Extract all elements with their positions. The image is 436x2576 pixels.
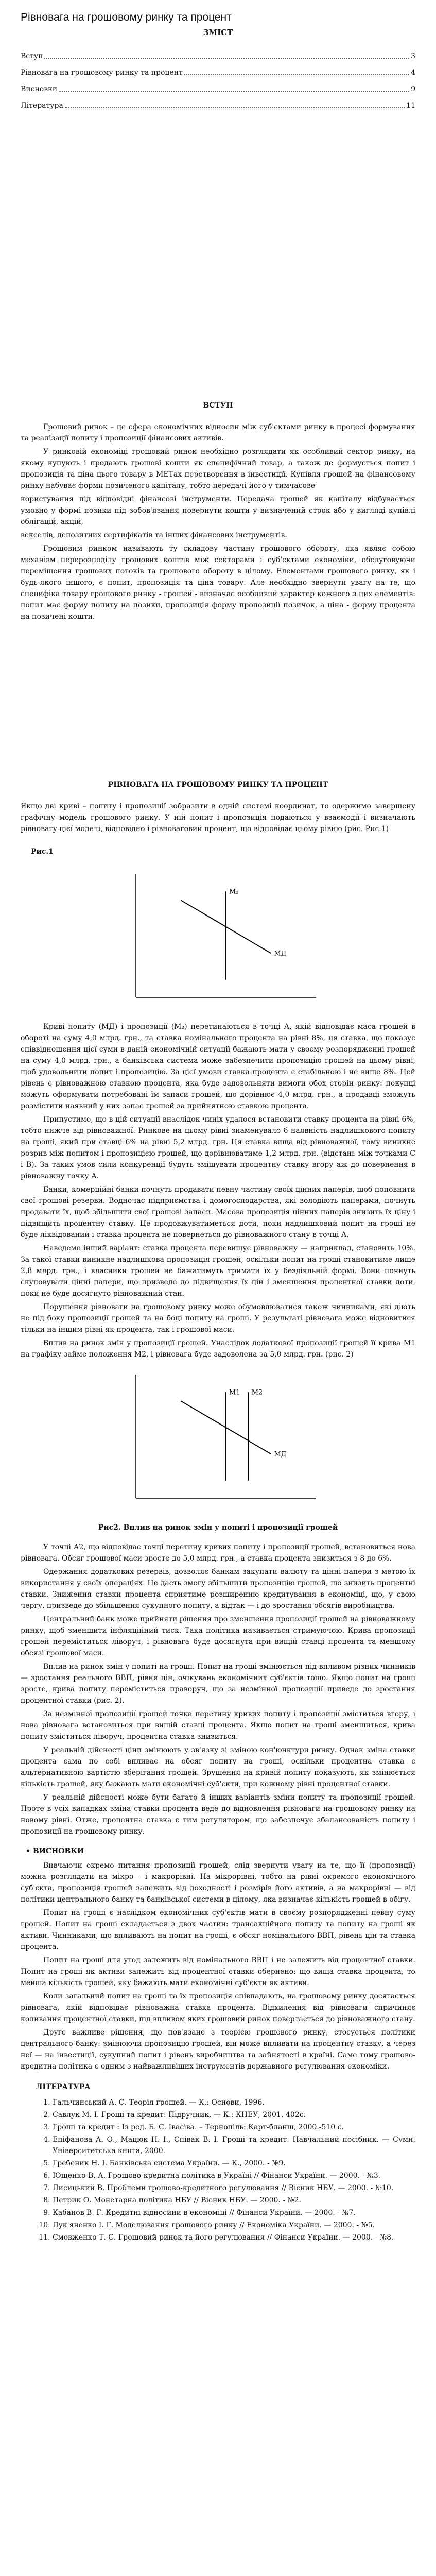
figure-2-caption: Рис2. Вплив на ринок змін у попиті і пропозиції грошей — [98, 1523, 338, 1532]
conclusions-paragraph: Вивчаючи окремо питання пропозиції грошей, слід звернути увагу на те, що її (пропозиції) можна розглядати на мікро - і макрорівні. На мікрорівні, тобто на рівні окремого економічного суб'єкта, пропозиція грошей залежить від доходності і розмірів його активів, а на макрорівні — від політики центрального банку та банківської системи в цілому, яка визначає кількість грошей в обігу. — [21, 1861, 415, 1904]
toc-item[interactable] — [21, 78, 415, 95]
reference-item: 9. Кабанов В. Г. Кредитні відносини в економіці // Фінанси України. — 2000. - №7. — [53, 2207, 415, 2218]
conclusions-paragraph: Друге важливе рішення, що пов'язане з теорією грошового ринку, стосується політики центрального банку: змінюючи пропозицію грошей, він може впливати на процентну ставку, а через неї — на інвестиції, сукупний попит і рівень виробництва та зайнятості в країні. Саме тому грошово-кредитна політика є одним з найважливіших інструментів державного регулювання економіки. — [21, 2028, 415, 2071]
toc-item-label[interactable]: Висновки — [21, 85, 58, 93]
conclusions-paragraph: Попит на гроші для угод залежить від номінального ВВП і не залежить від процентної ставки. Попит на гроші як активи залежить від процентної ставки обернено: що вища ставка процента, то менша кількість грошей, яку бажають мати економічні суб'єкти як активи. — [21, 1956, 415, 1987]
main-paragraph: Якщо дві криві – попиту і пропозиції зобразити в одній системі координат, то одержимо завершену графічну модель грошового ринку. У ній попит і пропозиція подаються у взаємодії і визначають рівновагу цієї моделі, відповідно і рівноваговий процент, що відповідає цьому рівню (рис. Рис.1) — [21, 802, 415, 833]
conclusions-paragraph: Попит на гроші є наслідком економічних суб'єктів мати в своєму розпорядженні певну суму грошей. Попит на гроші складається з двох частин: трансакційного попиту та попиту на гроші як активи. Чинниками, що впливають на попит на гроші, є обсяг номінального ВВП, рівень цін та ставка процента. — [21, 1909, 415, 1951]
table-of-contents — [21, 45, 415, 111]
main-paragraph: Припустимо, що в цій ситуації внаслідок чиніх удалося встановити ставку процента на рівні 6%, тобто нижче від рівноважної. Ринкове на цьому рівні знаменувало б наявність надлишкового попиту на гроші, який при ставці 6% на рівні 5,2 млрд. грн. Ця ставка вища від рівноважної, тому виникне розрив між попитом і пропозицією грошей, що дорівнюватиме 1,2 млрд. грн. (відстань між точками С і В). За таких умов сили конкуренції будуть зміщувати процентну ставку вгору аж до повернення в рівноважну точку А. — [21, 1115, 415, 1180]
main-paragraph: Криві попиту (МД) і пропозиції (М₂) перетинаються в точці А, якій відповідає маса грошей в обороті на суму 4,0 млрд. грн., та ставка номінального процента на рівні 8%, ця ставка, що показує співвідношення цієї суми в даній економічній ситуації бажають мати у своєму розпорядженні грошей на суму 4,0 млрд. грн., а банківська система може забезпечити пропозицію грошей на цьому рівні, щоб удовольнити попит і пропозицію. За цієї умови ставка процента є стабільною і не вище 8%. Цей рівень є рівноважною ставкою процента, яка буде задовольняти вимоги обох сторін ринку: покупці можуть оформувати потребовані їм запаси грошей, що дорівнює 4,0 млрд. грн., а продавці зможуть розмістити наявний у них запас грошей за прийнятною ставкою процента. — [21, 1023, 415, 1110]
main-paragraph: Наведемо інший варіант: ставка процента перевищує рівноважну — наприклад, становить 10%. За такої ставки виникне надлишкова пропозиція грошей, оскільки попит на гроші становитиме лише 2,8 млрд. грн., і власники грошей не бажатимуть тримати їх у бездіяльній формі. Вони почнуть скуповувати цінні папери, що призведе до підвищення їх цін і зменшення процентної ставки доти, поки не буде досягнуто рівноважний стан. — [21, 1244, 415, 1298]
reference-item: 11. Смовженко Т. С. Грошовий ринок та його регулювання // Фінанси України. — 2000. - №8. — [53, 2232, 415, 2243]
document-title: Рівновага на грошовому ринку та процент — [21, 11, 232, 23]
page-break-space — [21, 111, 415, 400]
main-paragraph: Вплив на ринок змін у пропозиції грошей. Унаслідок додаткової пропозиції грошей її крива М1 на графіку займе положення М2, і рівновага буде задоволена за 5,0 млрд. грн. (рис. 2) — [21, 1339, 415, 1359]
conclusions-heading: • ВИСНОВКИ — [26, 1847, 84, 1855]
intro-heading: ВСТУП — [203, 401, 233, 410]
figure-2 — [21, 1364, 415, 1519]
series-label: МД — [274, 950, 286, 958]
toc-item[interactable] — [21, 45, 415, 62]
main-paragraph: Одержання додаткових резервів, дозволяє банкам закупати валюту та цінні папери з метою їх використання у своїх операціях. Це дасть змогу збільшити пропозицію грошей, що знизить процентні ставки. Зниження ставки процента сприятиме розширенню кредитування в економіці, що, у свою чергу, призведе до збільшення сукупного попиту, а відтак — і до зростання обсягів виробництва. — [21, 1568, 415, 1610]
toc-item[interactable] — [21, 95, 415, 111]
intro-section — [21, 400, 415, 622]
page-break-space — [21, 624, 415, 779]
main-section — [21, 779, 415, 2243]
reference-item: 8. Петрик О. Монетарна політика НБУ // Вісник НБУ. — 2000. - №2. — [53, 2195, 415, 2206]
toc-item-label[interactable]: Рівновага на грошовому ринку та процент — [21, 69, 183, 77]
toc-item-page: 11 — [406, 101, 415, 110]
toc-item-page: 4 — [411, 69, 415, 77]
reference-item: 4. Епіфанова А. О., Мацюк Н. І., Співак В. І. Гроші та кредит: Навчальний посібник. — Суми: Університетська книга, 2000. — [53, 2134, 415, 2157]
main-paragraph: За незмінної пропозиції грошей точка перетину кривих попиту і пропозиції зміститься вгору, і нова рівновага встановиться при вищій ставці процента. Якщо попит на гроші зменшиться, крива попиту зміститься ліворуч, процентна ставка знизиться. — [21, 1710, 415, 1741]
intro-paragraph: користування під відповідні фінансові інструменти. Передача грошей як капіталу відбувається умовно у формі позики під зобов'язання повернути кошти у визначений строк або у вигляді купівлі облігацій, акцій, — [21, 495, 415, 526]
reference-item: 6. Ющенко В. А. Грошово-кредитна політика в Україні // Фінанси України. — 2000. - №3. — [53, 2170, 415, 2181]
main-paragraph: Центральний банк може прийняти рішення про зменшення пропозиції грошей на рівноважному ринку, щоб зменшити інфляційний тиск. Така політика називається стримуючою. Крива пропозиції грошей переміститься ліворуч, і рівновага буде досягнута при вищій ставці процента та меншому обсязі грошової маси. — [21, 1615, 415, 1657]
toc-leader — [184, 74, 409, 75]
references-list — [21, 2097, 415, 2243]
intro-paragraph: Грошовим ринком називають ту складову частину грошового обороту, яка являє собою механізм перерозподілу грошових коштів між секторами і суб'єктами економіки, обслуговуючи переміщення грошових потоків та грошового обороту в цілому. Елементами грошового ринку, як і будь-якого іншого, є попит, пропозиція та ціна товару. Але необхідно звернути увагу на те, що специфіка товару грошового ринку - грошей - визначає особливий характер кожного з цих елементів: попит має форму попиту на позики, пропозиція форму пропозиції позичок, а ціна - форму процента на позичені кошти. — [21, 545, 415, 621]
toc-leader — [59, 91, 409, 92]
main-paragraph: У точці А2, що відповідає точці перетину кривих попиту і пропозиції грошей, встановиться нова рівновага. Обсяг грошової маси зросте до 5,0 млрд. грн., а ставка процента знизиться з 8 до 6%. — [21, 1543, 415, 1563]
toc-item-label[interactable]: Вступ — [21, 52, 43, 60]
toc-item[interactable] — [21, 62, 415, 78]
series-label: М1 — [229, 1388, 240, 1397]
toc-leader — [44, 58, 409, 59]
toc-item-page: 9 — [411, 85, 415, 93]
conclusions-paragraph: Коли загальний попит на гроші та їх пропозиція співпадають, на грошовому ринку досягається рівновага, якій відповідає рівноважна ставка процента. Відхилення від рівноваги спричиняє коливання процентної ставки, під впливом яких грошовий ринок повертається до рівноважного стану. — [21, 1992, 415, 2023]
references-heading: ЛІТЕРАТУРА — [36, 2083, 91, 2091]
reference-item: 10. Лук'яненко І. Г. Моделювання грошового ринку // Економіка України. — 2000. - №5. — [53, 2219, 415, 2231]
intro-paragraph: векселів, депозитних сертифікатів та інших фінансових інструментів. — [21, 531, 287, 539]
main-paragraph: У реальній дійсності може бути багато й інших варіантів зміни попиту та пропозиції грошей. Проте в усіх випадках зміна ставки процента веде до відновлення рівноваги на грошовому ринку на новому рівні. Отже, процентна ставка є тим регулятором, що забезпечує збалансованість попиту і пропозиції на грошовому ринку. — [21, 1793, 415, 1836]
reference-item: 1. Гальчинський А. С. Теорія грошей. — К.: Основи, 1996. — [53, 2097, 415, 2108]
toc-item-page: 3 — [411, 52, 415, 60]
intro-paragraph: У ринковій економіці грошовий ринок необхідно розглядати як особливий сектор ринку, на якому купують і продають грошові кошти як специфічний товар, а також де формується попит і пропозиція та ціна цього товару в METах перетворення в інвестиції. Купівля грошей на фінансовому ринку набуває форми позиченого капіталу, тобто передачі його у тимчасове — [21, 448, 415, 490]
conclusions-heading-text: ВИСНОВКИ — [32, 1847, 84, 1855]
reference-item: 5. Гребеник Н. І. Банківська система України. — К., 2000. - №9. — [53, 2158, 415, 2169]
money-market-chart-2 — [110, 1364, 326, 1519]
reference-item: 2. Савлук М. І. Гроші та кредит: Підручник. — К.: КНЕУ, 2001.-402с. — [53, 2109, 415, 2121]
toc-heading: ЗМІСТ — [203, 28, 233, 37]
series-label: М2 — [251, 1388, 263, 1397]
toc-leader — [65, 107, 405, 108]
figure-1 — [21, 863, 415, 1018]
reference-item: 7. Лисицький В. Проблеми грошово-кредитного регулювання // Вісник НБУ. — 2000. - №10. — [53, 2182, 415, 2194]
figure-1-label: Рис.1 — [31, 848, 54, 856]
main-paragraph: У реальній дійсності ціни змінюють у зв'язку зі зміною кон'юнктури ринку. Однак зміна ставки процента сама по собі впливає на обсяг попиту на гроші, оскільки процентна ставка є альтернативною вартістю зберігання грошей. Зрушення на кривій попиту показують, як змінюється кількість грошей, яку бажають мати економічні суб'єкти, при кожному рівні процентної ставки. — [21, 1746, 415, 1788]
toc-item-label[interactable]: Література — [21, 101, 63, 110]
main-heading: РІВНОВАГА НА ГРОШОВОМУ РИНКУ ТА ПРОЦЕНТ — [108, 781, 328, 789]
series-label: М₂ — [229, 888, 239, 896]
main-paragraph: Вплив на ринок змін у попиті на гроші. Попит на гроші змінюється під впливом різних чинників — зростання реального ВВП, рівня цін, очікувань економічних суб'єктів тощо. Якщо попит на гроші зросте, крива попиту переміститься праворуч, що за незмінної пропозиції приведе до зростання процентної ставки (рис. 2). — [21, 1663, 415, 1705]
main-paragraph: Порушення рівноваги на грошовому ринку може обумовлюватися також чинниками, які діють не під боку пропозиції грошей та на боці попиту на гроші. У результаті рівновага може відновитися тільки на іншим рівні як процента, так і грошової маси. — [21, 1303, 415, 1334]
intro-paragraph: Грошовий ринок – це сфера економічних відносин між суб'єктами ринку в процесі формування та реалізації попиту і пропозиції фінансових активів. — [21, 423, 415, 443]
main-paragraph: Банки, комерційні банки почнуть продавати певну частину своїх цінних паперів, щоб поповнити свої грошові резерви. Водночас підприємства і домогосподарства, які володіють паперами, почнуть продавати їх, щоб збільшити свої грошові запаси. Масова пропозиція цінних паперів знизить їх ціну і підвищить процентну ставку. Це продовжуватиметься доти, поки надлишковий попит на гроші не буде ліквідований і ставка процента не повернеться до рівноважного стану в точці А. — [21, 1185, 415, 1239]
money-market-chart-1 — [110, 863, 326, 1018]
reference-item: 3. Гроші та кредит : Із ред. Б. С. Івасіва. – Тернопіль: Карт-бланш, 2000.-510 с. — [53, 2122, 415, 2133]
series-label: МД — [274, 1450, 286, 1459]
